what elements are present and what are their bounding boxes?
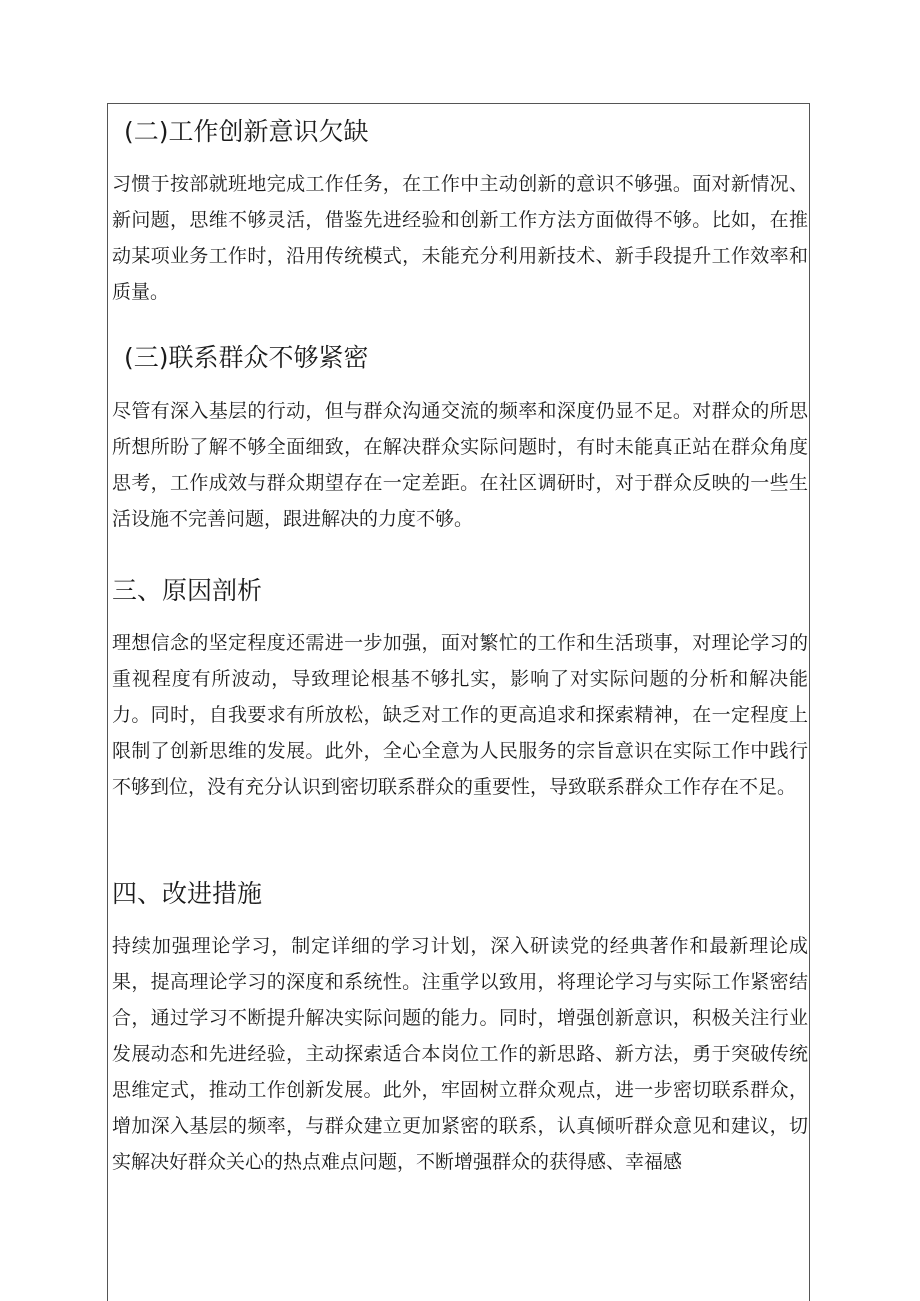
section-body-improvement: 持续加强理论学习，制定详细的学习计划，深入研读党的经典著作和最新理论成果，提高理论学习的深度和系统性。注重学以致用，将理论学习与实际工作紧密结合，通过学习不断提升解决实际问题的能力。同时，增强创新意识，积极关注行业发展动态和先进经验，主动探索适合本岗位工作的新思路、新方法，勇于突破传统思维定式，推动工作创新发展。此外，牢固树立群众观点，进一步密切联系群众，增加深入基层的频率，与群众建立更加紧密的联系，认真倾听群众意见和建议，切实解决好群众关心的热点难点问题，不断增强群众的获得感、幸福感 — [112, 935, 808, 1173]
section-body-masses: 尽管有深入基层的行动，但与群众沟通交流的频率和深度仍显不足。对群众的所思所想所盼了解不够全面细致，在解决群众实际问题时，有时未能真正站在群众角度思考，工作成效与群众期望存在一定差距。在社区调研时，对于群众反映的一些生活设施不完善问题，跟进解决的力度不够。 — [112, 400, 808, 530]
section-heading-cause-analysis: 三、原因剖析 — [112, 576, 263, 605]
section-body-cause-analysis: 理想信念的坚定程度还需进一步加强，面对繁忙的工作和生活琐事，对理论学习的重视程度有所波动，导致理论根基不够扎实，影响了对实际问题的分析和解决能力。同时，自我要求有所放松，缺乏对工作的更高追求和探索精神，在一定程度上限制了创新思维的发展。此外，全心全意为人民服务的宗旨意识在实际工作中践行不够到位，没有充分认识到密切联系群众的重要性，导致联系群众工作存在不足。 — [112, 632, 808, 798]
section-heading-improvement: 四、改进措施 — [112, 879, 263, 908]
section-heading-innovation: (二)工作创新意识欠缺 — [124, 117, 369, 146]
section-body-innovation: 习惯于按部就班地完成工作任务，在工作中主动创新的意识不够强。面对新情况、新问题，思维不够灵活，借鉴先进经验和创新工作方法方面做得不够。比如，在推动某项业务工作时，沿用传统模式，未能充分利用新技术、新手段提升工作效率和质量。 — [112, 173, 808, 303]
section-heading-masses: (三)联系群众不够紧密 — [124, 343, 369, 372]
